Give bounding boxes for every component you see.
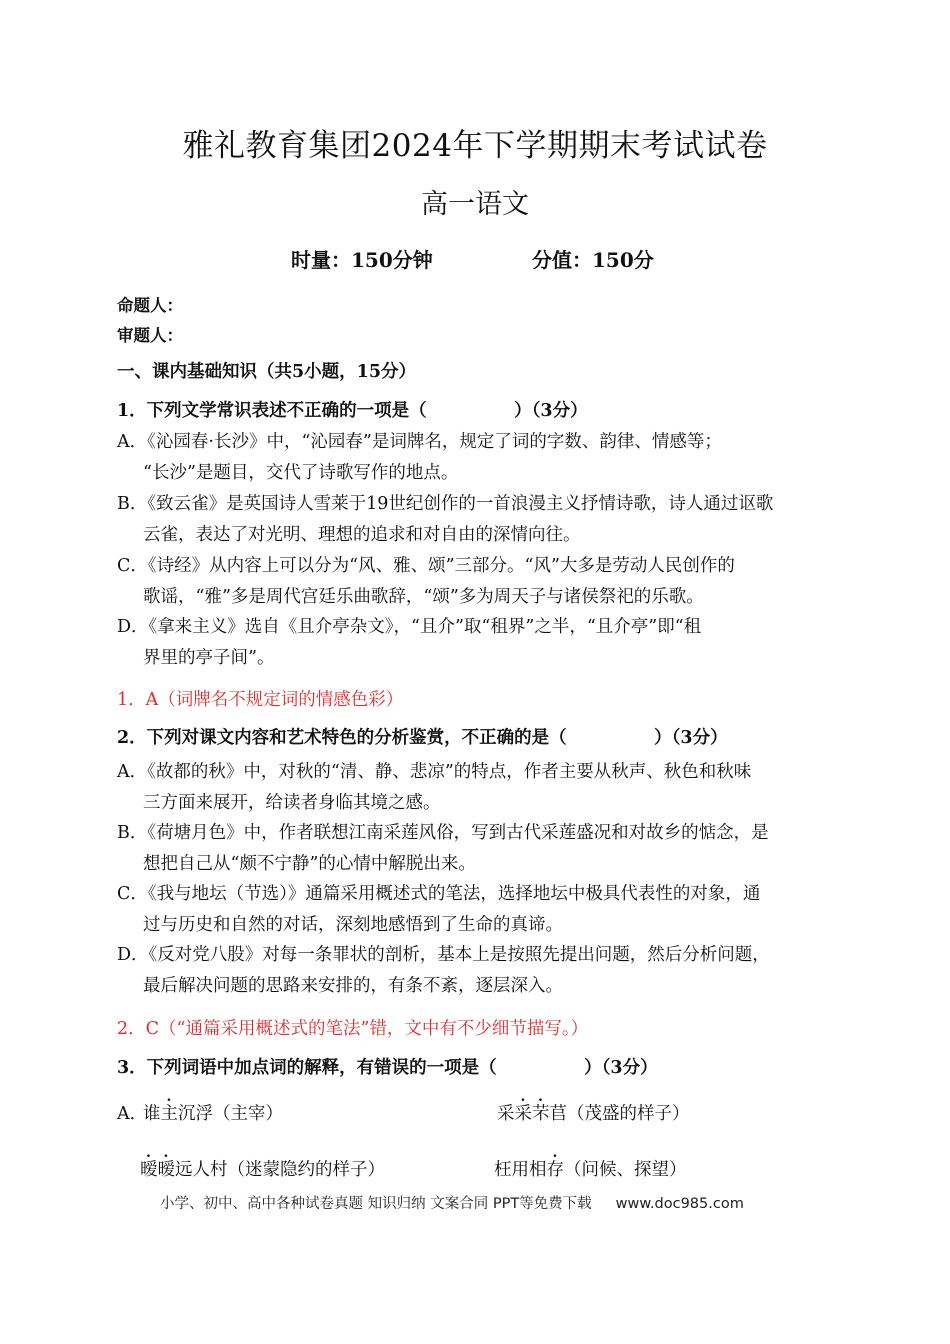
q2-option-d: D．《反对党八股》对每一条罪状的剖析，基本上是按照先提出问题，然后分析问题，	[117, 945, 770, 965]
q3-option-a-label: A．	[117, 1104, 148, 1124]
emphasis-dot-icon: .	[166, 1089, 172, 1105]
emphasis-dot-icon: .	[146, 1145, 151, 1161]
footer-link[interactable]: www.doc985.com	[615, 1196, 744, 1212]
q3-item-1-dotted: . 主	[160, 1089, 178, 1124]
section-title: 一、课内基础知识（共5小题，15分）	[117, 362, 417, 382]
q2-option-a-cont: 三方面来展开，给读者身临其境之感。	[143, 793, 441, 813]
exam-title: 雅礼教育集团2024年下学期期末考试试卷	[182, 128, 768, 164]
q3-item-3-post: 远人村（迷蒙隐约的样子）	[175, 1160, 385, 1180]
q3-stem: 3．下列词语中加点词的解释，有错误的一项是（ ）（3分）	[117, 1058, 658, 1078]
footer-text: 小学、初中、高中各种试卷真题 知识归纳 文案合同 PPT等免费下载	[160, 1196, 592, 1212]
q3-item-1-post: 沉浮（主宰）	[178, 1104, 283, 1124]
exam-duration: 时量：150分钟	[291, 248, 433, 272]
reviewer-label: 审题人：	[117, 326, 183, 345]
q2-option-b-cont: 想把自己从“颇不宁静”的心情中解脱出来。	[143, 854, 476, 874]
q3-item-2-pre: 采	[497, 1104, 515, 1124]
q3-item-1-pre: 谁	[143, 1104, 161, 1124]
emphasis-dot-icon: .	[552, 1145, 558, 1161]
emphasis-dot-icon: .	[163, 1145, 169, 1161]
q2-option-c: C．《我与地坛（节选）》通篇采用概述式的笔法，选择地坛中极具代表性的对象，通	[117, 884, 761, 904]
q3-item-4-pre: 枉用相	[494, 1160, 547, 1180]
q3-item-1	[143, 1089, 283, 1125]
q2-option-a: A．《故都的秋》中，对秋的“清、静、悲凉”的特点，作者主要从秋声、秋色和秋味	[117, 762, 752, 782]
exam-total-score: 分值：150分	[532, 248, 654, 272]
q3-item-3-dotted-1: . 暧	[140, 1145, 158, 1180]
q3-item-2-post: 苢（茂盛的样子）	[549, 1104, 690, 1124]
q2-option-d-cont: 最后解决问题的思路来安排的，有条不紊，逐层深入。	[143, 976, 563, 996]
q3-item-2	[497, 1089, 690, 1125]
q1-option-b: B．《致云雀》是英国诗人雪莱于19世纪创作的一首浪漫主义抒情诗歌，诗人通过讴歌	[117, 494, 774, 514]
q1-stem: 1．下列文学常识表述不正确的一项是（ ）（3分）	[117, 401, 588, 421]
q1-option-d-cont: 界里的亭子间”。	[143, 648, 275, 668]
q1-option-c: C．《诗经》从内容上可以分为“风、雅、颂”三部分。“风”大多是劳动人民创作的	[117, 556, 735, 576]
q3-item-4-dotted: . 存	[546, 1145, 564, 1180]
setter-label: 命题人：	[117, 296, 183, 315]
q2-option-c-cont: 过与历史和自然的对话，深刻地感悟到了生命的真谛。	[143, 915, 563, 935]
q1-option-b-cont: 云雀，表达了对光明、理想的追求和对自由的深情向往。	[143, 525, 581, 545]
exam-subject: 高一语文	[421, 189, 529, 220]
q3-item-2-dotted-1: . 采	[514, 1089, 532, 1124]
q1-option-d: D．《拿来主义》选自《且介亭杂文》，“且介”取“租界”之半，“且介亭”即“租	[117, 617, 702, 637]
emphasis-dot-icon: .	[520, 1089, 526, 1105]
q1-option-a: A．《沁园春·长沙》中，“沁园春”是词牌名，规定了词的字数、韵律、情感等；	[117, 432, 722, 452]
q2-answer: 2．C（“通篇采用概述式的笔法”错，文中有不少细节描写。）	[117, 1019, 589, 1039]
q1-option-a-cont: “长沙”是题目，交代了诗歌写作的地点。	[143, 463, 459, 483]
q1-option-c-cont: 歌谣，“雅”多是周代宫廷乐曲歌辞，“颂”多为周天子与诸侯祭祀的乐歌。	[143, 587, 704, 607]
q2-option-b: B．《荷塘月色》中，作者联想江南采莲风俗，写到古代采莲盛况和对故乡的惦念，是	[117, 823, 769, 843]
q3-item-3-dotted-2: . 暧	[157, 1145, 175, 1180]
q3-item-4-post: （问候、探望）	[564, 1160, 687, 1180]
emphasis-dot-icon: .	[538, 1089, 543, 1105]
q3-item-2-dotted-2: . 芣	[532, 1089, 550, 1124]
q1-answer: 1．A（词牌名不规定词的情感色彩）	[117, 690, 404, 710]
q3-item-4	[494, 1145, 687, 1181]
page-footer	[160, 1192, 744, 1213]
q3-item-3	[140, 1145, 385, 1181]
q2-stem: 2．下列对课文内容和艺术特色的分析鉴赏，不正确的是（ ）（3分）	[117, 728, 728, 748]
